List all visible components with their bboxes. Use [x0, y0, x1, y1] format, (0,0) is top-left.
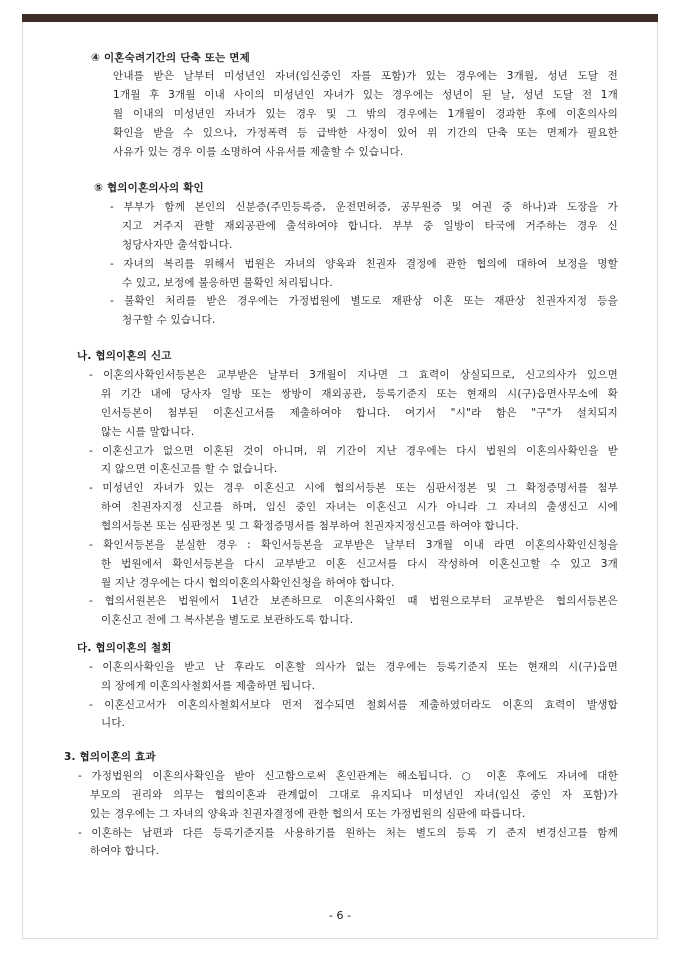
list-item-continuation: 하여야 합니다.	[90, 845, 160, 857]
list-item-continuation: 의 장에게 이혼의사철회서를 제출하면 됩니다.	[101, 680, 316, 692]
list-item-continuation: 이혼신고 전에 그 복사본을 별도로 보관하도록 합니다.	[101, 614, 354, 626]
list-item: - 자녀의 복리를 위해서 법원은 자녀의 양육과 친권자 결정에 관한 협의에 대하여 보정을 명할	[110, 258, 618, 270]
list-item: - 미성년인 자녀가 있는 경우 이혼신고 시에 협의서등본 또는 심판서정본 및 그 확정증명서를 첨부	[89, 482, 618, 494]
list-item-continuation: 월 지난 경우에는 다시 협의이혼의사확인신청을 하여야 합니다.	[101, 577, 395, 589]
paragraph-line: 사유가 있는 경우 이를 소명하여 사유서를 제출할 수 있습니다.	[113, 146, 404, 158]
list-item-continuation: 청당사자만 출석합니다.	[122, 239, 233, 251]
section-heading-4: ④ 이혼숙려기간의 단축 또는 면제	[91, 52, 250, 64]
paragraph-line: 확인을 받을 수 있으나, 가정폭력 등 급박한 사정이 있어 위 기간의 단축 또는 면제가 필요한	[113, 127, 618, 139]
list-item: - 이혼의사확인을 받고 난 후라도 이혼할 의사가 없는 경우에는 등록기준지 또는 현재의 시(구)읍면	[89, 661, 618, 673]
list-item: - 협의서원본은 법원에서 1년간 보존하므로 이혼의사확인 때 법원으로부터 교부받은 협의서등본은	[89, 595, 618, 607]
list-item: - 확인서등본을 분실한 경우 : 확인서등본을 교부받은 날부터 3개월 이내 라면 이혼의사확인신청을	[89, 539, 618, 551]
list-item-continuation: 니다.	[101, 717, 126, 729]
list-item: - 부부가 함께 본인의 신분증(주민등록증, 운전면허증, 공무원증 및 여권 중 하나)과 도장을 가	[110, 201, 618, 213]
section-heading-da: 다. 협의이혼의 철회	[77, 642, 172, 654]
list-item: - 불확인 처리를 받은 경우에는 가정법원에 별도로 재판상 이혼 또는 재판상 친권자지정 등을	[110, 295, 618, 307]
section-heading-3: 3. 협의이혼의 효과	[64, 751, 156, 763]
list-item-continuation: 수 있고, 보정에 불응하면 불확인 처리됩니다.	[122, 277, 333, 289]
list-item-continuation: 하여 친권자지정 신고를 하며, 임신 중인 자녀는 이혼신고 시가 아니라 그 자녀의 출생신고 시에	[101, 501, 618, 513]
list-item-continuation: 있는 경우에는 그 자녀의 양육과 친권자결정에 관한 협의서 또는 가정법원의 심판에 따릅니다.	[90, 808, 526, 820]
list-item-continuation: 위 기간 내에 당사자 일방 또는 쌍방이 재외공관, 등록기준지 또는 현재의 시(구)읍면사무소에 확	[101, 388, 618, 400]
list-item-continuation: 않는 시를 말합니다.	[101, 426, 195, 438]
list-item-continuation: 부모의 권리와 의무는 협의이혼과 관계없이 그대로 유지되나 미성년인 자녀(임신 중인 자 포함)가	[90, 789, 618, 801]
list-item: - 이혼신고서가 이혼의사철회서보다 먼저 접수되면 철회서를 제출하였더라도 이혼의 효력이 발생합	[89, 699, 618, 711]
list-item-continuation: 청구할 수 있습니다.	[122, 314, 216, 326]
list-item: - 이혼하는 남편과 다른 등록기준지를 사용하기를 원하는 처는 별도의 등록 기 준지 변경신고를 함께	[78, 827, 618, 839]
paragraph-line: 월 이내의 미성년인 자녀가 있는 경우 및 그 밖의 경우에는 1개월이 경과한 후에 이혼의사의	[113, 108, 618, 120]
list-item: - 이혼신고가 없으면 이혼된 것이 아니며, 위 기간이 지난 경우에는 다시 법원의 이혼의사확인을 받	[89, 445, 618, 457]
list-item-continuation: 한 법원에서 확인서등본을 다시 교부받고 이혼 신고서를 다시 작성하여 이혼신고할 수 있고 3개	[101, 558, 618, 570]
paragraph-line: 안내를 받은 날부터 미성년인 자녀(임신중인 자를 포함)가 있는 경우에는 3개월, 성년 도달 전	[113, 70, 618, 82]
list-item-continuation: 지 않으면 이혼신고를 할 수 없습니다.	[101, 463, 278, 475]
section-heading-5: ⑤ 협의이혼의사의 확인	[94, 182, 204, 194]
list-item-continuation: 인서등본이 첨부된 이혼신고서를 제출하여야 합니다. 여기서 "시"라 함은 "구"가 설치되지	[101, 407, 618, 419]
list-item: - 가정법원의 이혼의사확인을 받아 신고함으로써 혼인관계는 해소됩니다. ○ 이혼 후에도 자녀에 대한	[78, 770, 618, 782]
paragraph-line: 1개월 후 3개월 이내 사이의 미성년인 자녀가 있는 경우에는 성년이 된 날, 성년 도달 전 1개	[113, 89, 618, 101]
list-item: - 이혼의사확인서등본은 교부받은 날부터 3개월이 지나면 그 효력이 상실되므로, 신고의사가 있으면	[89, 369, 618, 381]
page-number: - 6 -	[329, 909, 351, 922]
section-heading-na: 나. 협의이혼의 신고	[77, 350, 172, 362]
list-item-continuation: 지고 거주지 관할 재외공관에 출석하여야 합니다. 부부 중 일방이 타국에 거주하는 경우 신	[122, 220, 618, 232]
list-item-continuation: 협의서등본 또는 심판정본 및 그 확정증명서를 첨부하여 친권자지정신고를 하여야 합니다.	[101, 520, 520, 532]
